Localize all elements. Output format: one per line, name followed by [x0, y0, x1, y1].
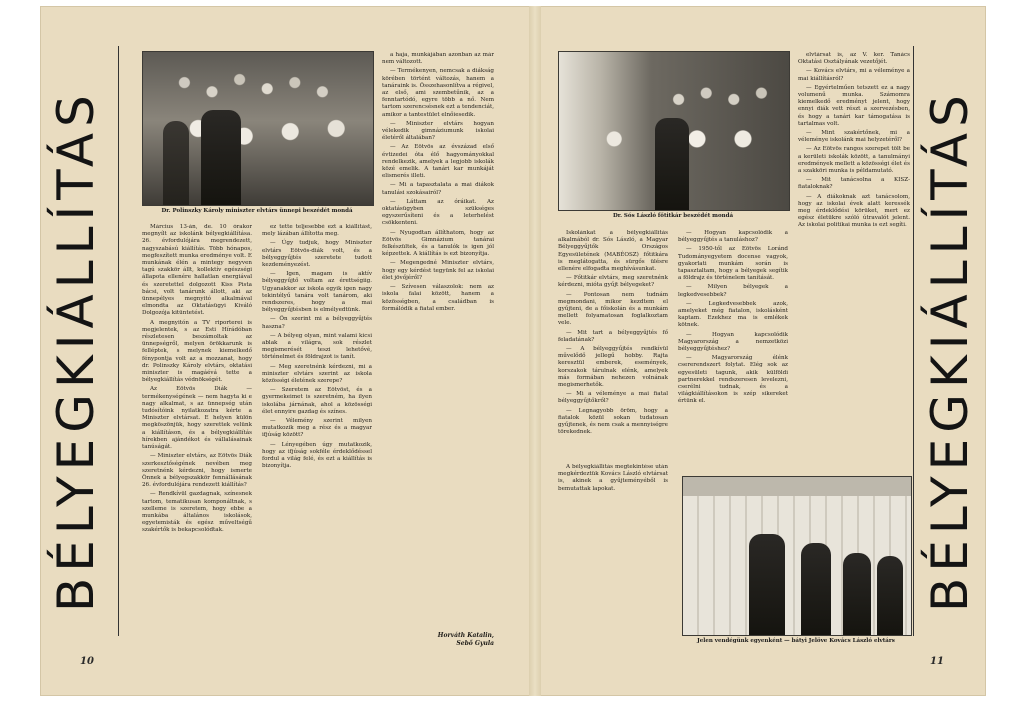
right-column-1 — [558, 230, 668, 462]
paragraph: — Láttam az óráikat. Az oktatásügyben szükséges egyszerűsíteni és a leterhelést csökkenteni. — [382, 198, 494, 227]
paragraph: — Igen, magam is aktív bélyeggyűjtő voltam az érettségiig. Ugyanakkor az iskola egyik igen nagy tekintélyű tanára volt tanárom, aki rendszeres, hogy a mai bélyeggyűjtésben is elmélyedtünk. — [262, 271, 372, 314]
paragraph: — Az Eötvös az évszázad első évtizedei óta élő hagyományokkal rendelkezik, amelyek a legjobb iskolák közé emelik. A tanári kar munkáját elismerés illeti. — [382, 144, 494, 180]
paragraph: — Pontosan nem tudnám megmondani, mikor kezdtem el gyűjteni, de a főiskolán és a munkám mellett folyamatosan foglalkoztam vele. — [558, 291, 668, 327]
right-column-1-end — [558, 464, 668, 544]
left-column-2 — [262, 224, 372, 656]
right-bottom-photo-caption: Jelen vendégünk egyenként — bátyi Jelöve Kovács László elvtárs — [697, 638, 895, 644]
right-bottom-photo — [682, 476, 912, 636]
paragraph: — Mit tanácsolna a KISZ-fiataloknak? — [798, 177, 910, 191]
left-column-1 — [142, 224, 252, 656]
left-column-3 — [382, 52, 494, 626]
paragraph: — Legnagyobb öröm, hogy a fiatalok közül sokan tudatosan gyűjtenek, és nem csak a mennyiségre törekednek. — [558, 407, 668, 436]
paragraph: — Termékenyen, nemcsak a diákság körében történt változás, hanem a tanáraink is. Összehasonlítva a régivel, az első, ami szembetűnik, az a fenntartódó, egyre több a nő. Nem tartom szerencsésnek ezt a tendenciát, amikor a tantestület elnőiesedik. — [382, 68, 494, 118]
paragraph: — Vélemény szerint milyen mutatkozik meg a rész és a magyar ifjúság között? — [262, 418, 372, 439]
paragraph: ez tette teljesebbé ezt a kiállítást, mely lázában állította meg. — [262, 224, 372, 238]
paragraph: — Rendkívül gazdagnak, színesnek tartom, tematikusan komponáltnak, s szelleme is szeretem, hogy ebbe a munkába általános iskolások, egyetemisták és egész műveltségű szakértők is bekapcsolódtak. — [142, 491, 252, 534]
paragraph: — Miniszter elvtárs, az Eötvös Diák szerkesztőségének nevében meg szeretnénk kérdezni, hogy ismerte Önnek a bélyegszakkör fennállásának 26. évfordulójára rendezett kiállítás? — [142, 453, 252, 489]
paragraph: — Hogyan kapcsolódik a bélyeggyűjtés a tanuláshoz? — [678, 230, 788, 244]
paragraph: — Úgy tudjuk, hogy Miniszter elvtárs Eötvös-diák volt, és a bélyeggyűjtés szeretete tudott kezdeményezést. — [262, 240, 372, 269]
left-title-rule — [118, 46, 119, 636]
paragraph: — Milyen bélyegek a legkedvesebbek? — [678, 284, 788, 298]
paragraph: — Mit tart a bélyeggyűjtés fő feladatának? — [558, 329, 668, 343]
paragraph: — Az Eötvös rangos szerepet tölt be a kerületi iskolák között, a tanulmányi eredmények mellett a közösségi élet és a szakköri munka is példamutató. — [798, 146, 910, 175]
paragraph: — A diákoknak azt tanácsolom, hogy az iskolai évek alatt keressék meg érdeklődési körüket, mert ez egész életükre szóló útravalót jelent. Az iskolai politikai munka is ezt segíti. — [798, 193, 910, 229]
right-column-2 — [678, 230, 788, 472]
paragraph: — Nyugodtan állíthatom, hogy az Eötvös Gimnázium tanárai felkészültek, és a tanulók is igen jól képzettek. A kiállítás is ezt bizonyítja. — [382, 229, 494, 258]
paragraph: — Mint szakértőnek, mi a véleménye iskolánk mai helyzetéről? — [798, 130, 910, 144]
spine-gutter — [529, 6, 541, 696]
paragraph: a haja, munkájában azonban az már nem változott. — [382, 52, 494, 66]
paragraph: — Mi a véleménye a mai fiatal bélyeggyűjtőkről? — [558, 391, 668, 405]
paragraph: — A bélyeg olyan, mint valami kicsi ablak a világra, sok részlet megismerését teszi lehetővé, történelmet és földrajzot is tanít. — [262, 332, 372, 361]
paragraph: A megnyitón a TV riporterei is megjelentek, s az Esti Hírádóban részletesen beszámoltak az ünnepségről, melyen örökkarunk is felléptek, s melynek kiemelkedő fénypontja volt az a mozzanat, hogy dr. Polinszky Károly elvtárs, oktatási miniszter is magáévá tette a bélyegkiállítás védnökségét. — [142, 319, 252, 384]
paragraph: — Kovács elvtárs, mi a véleménye a mai kiállításról? — [798, 68, 910, 82]
paragraph: — Miniszter elvtárs hogyan vélekedik gimnáziumunk iskolai életéről általában? — [382, 120, 494, 142]
right-top-photo — [558, 51, 790, 211]
left-vertical-title: BÉLYEGKIÁLLÍTÁS — [47, 89, 105, 613]
paragraph: — Meg szeretnénk kérdezni, mi a miniszter elvtárs szerint az iskola közösségi életének szerepe? — [262, 363, 372, 385]
paragraph: — 1950-től az Eötvös Loránd Tudományegyetem docense vagyok, gyakorlati munkám során is tapasztaltam, hogy a bélyegek segítik a földrajz és történelem tanítását. — [678, 246, 788, 282]
paragraph: — Mi a tapasztalata a mai diákok tanulási szokásairól? — [382, 182, 494, 196]
paragraph: — Legkedvesebbek azok, amelyeket még fiatalon, iskolásként kaptam. Ezekhez ma is emlékek kötnek. — [678, 300, 788, 329]
paragraph: — Magyarország élénk csererendszert folytat. Elég sok az egyesületi tagunk, akik külföldi partnerekkel rendszeresen levelezni, cserélni tudnak, és a világkiállításokon is szép sikereket értünk el. — [678, 355, 788, 405]
magazine-spread — [40, 6, 986, 696]
paragraph: — Ön szerint mi a bélyeggyűjtés haszna? — [262, 316, 372, 330]
right-top-photo-caption: Dr. Sós László főtitkár beszédét mondá — [612, 213, 734, 219]
left-photo-caption: Dr. Polinszky Károly miniszter elvtárs ünnepi beszédét mondá — [161, 208, 353, 214]
author-signature — [382, 632, 494, 648]
right-title-rule — [913, 46, 914, 636]
paragraph: Március 13-án, de. 10 órakor megnyílt az iskolánk bélyegkiállítása. 26. évfordulójára megrendezett, nagyszabású kiállítás. Több hónapos, megfeszített munka eredménye volt. E munkának élén a mintegy negyven tagú szakkör állt, kollektív egészségi állapota ellenére hallatlan energiával és szeretettel dolgozott Kiss Pista bácsi, volt tanárunk állott, aki az ünnepélyes megnyitó alkalmával elmondta az Oktatásügyi Kiváló Dolgozója kitüntetést. — [142, 224, 252, 317]
author-name: Horváth Katalin, — [437, 632, 494, 639]
paragraph: Iskolánkat a bélyegkiállítás alkalmából dr. Sós László, a Magyar Bélyeggyűjtők Országos Egyesületének (MABÉOSZ) főtitkára is meglátogatta, és sürgős ülésre ellenére elfogadta meghívásunkat. — [558, 230, 668, 273]
paragraph: — Megengedné Miniszter elvtárs, hogy egy kérdést tegyünk fel az iskolai élet jövőjéről? — [382, 260, 494, 281]
paragraph: — Szeretem az Eötvöst, és a gyermekeimet is szeretném, ha ilyen iskolába járnának, ahol a közösségi élet ennyire gazdag és színes. — [262, 387, 372, 415]
paragraph: Az Eötvös Diák — termékenységének — nem hagyta ki e nagy alkalmat, s az ünnepség után tudósítóink nyilatkozatra kérte a Miniszter elvtársat. E helyen külön megköszönjük, hogy szerettek velünk a kiállításon, és a bélyegkiállítás hírekben ajándékot és vállalásainak tanúságát. — [142, 386, 252, 451]
right-column-3 — [798, 52, 910, 466]
paragraph: — Egyértelműen tetszett ez a nagy volumenű munka. Számomra kiemelkedő eredményt jelent, hogy ennyi diák vett részt a szervezésben, és hogy a tanári kar támogatása is tartalmas volt. — [798, 84, 910, 127]
paragraph: elvtársat is, az V. ker. Tanács Oktatási Osztályának vezetőjét. — [798, 52, 910, 66]
paragraph: — A bélyeggyűjtés rendkívül művelődő jellegű hobby. Rajta keresztül emberek, események, korszakok tárulnak elénk, amelyek más formában nehezen volnának megismerhetők. — [558, 346, 668, 389]
paragraph: — Lényegében úgy mutatkozik, hogy az ifjúság sokféle érdeklődéssel fordul a világ felé, és ezt a kiállítás is bizonyítja. — [262, 441, 372, 470]
author-name: Sebő Gyula — [456, 640, 494, 647]
right-page-number: 11 — [930, 656, 944, 667]
left-photo — [142, 51, 374, 206]
paragraph: A bélyegkiállítás megtekintése után megkérdeztük Kovács László elvtársat is, akinek a gyűjteményéből is bemutattak lapokat. — [558, 464, 668, 492]
paragraph: — Hogyan kapcsolódik Magyarország a nemzetközi bélyeggyűjtéshez? — [678, 331, 788, 353]
left-page-number: 10 — [80, 656, 94, 667]
paragraph: — Szívesen válaszolok: nem az iskola falai között, hanem a közösségben, a családban is formálódik a fiatal ember. — [382, 284, 494, 312]
right-vertical-title: BÉLYEGKIÁLLÍTÁS — [921, 89, 979, 613]
paragraph: — Főtitkár elvtárs, meg szeretnénk kérdezni, mióta gyűjt bélyegeket? — [558, 275, 668, 289]
